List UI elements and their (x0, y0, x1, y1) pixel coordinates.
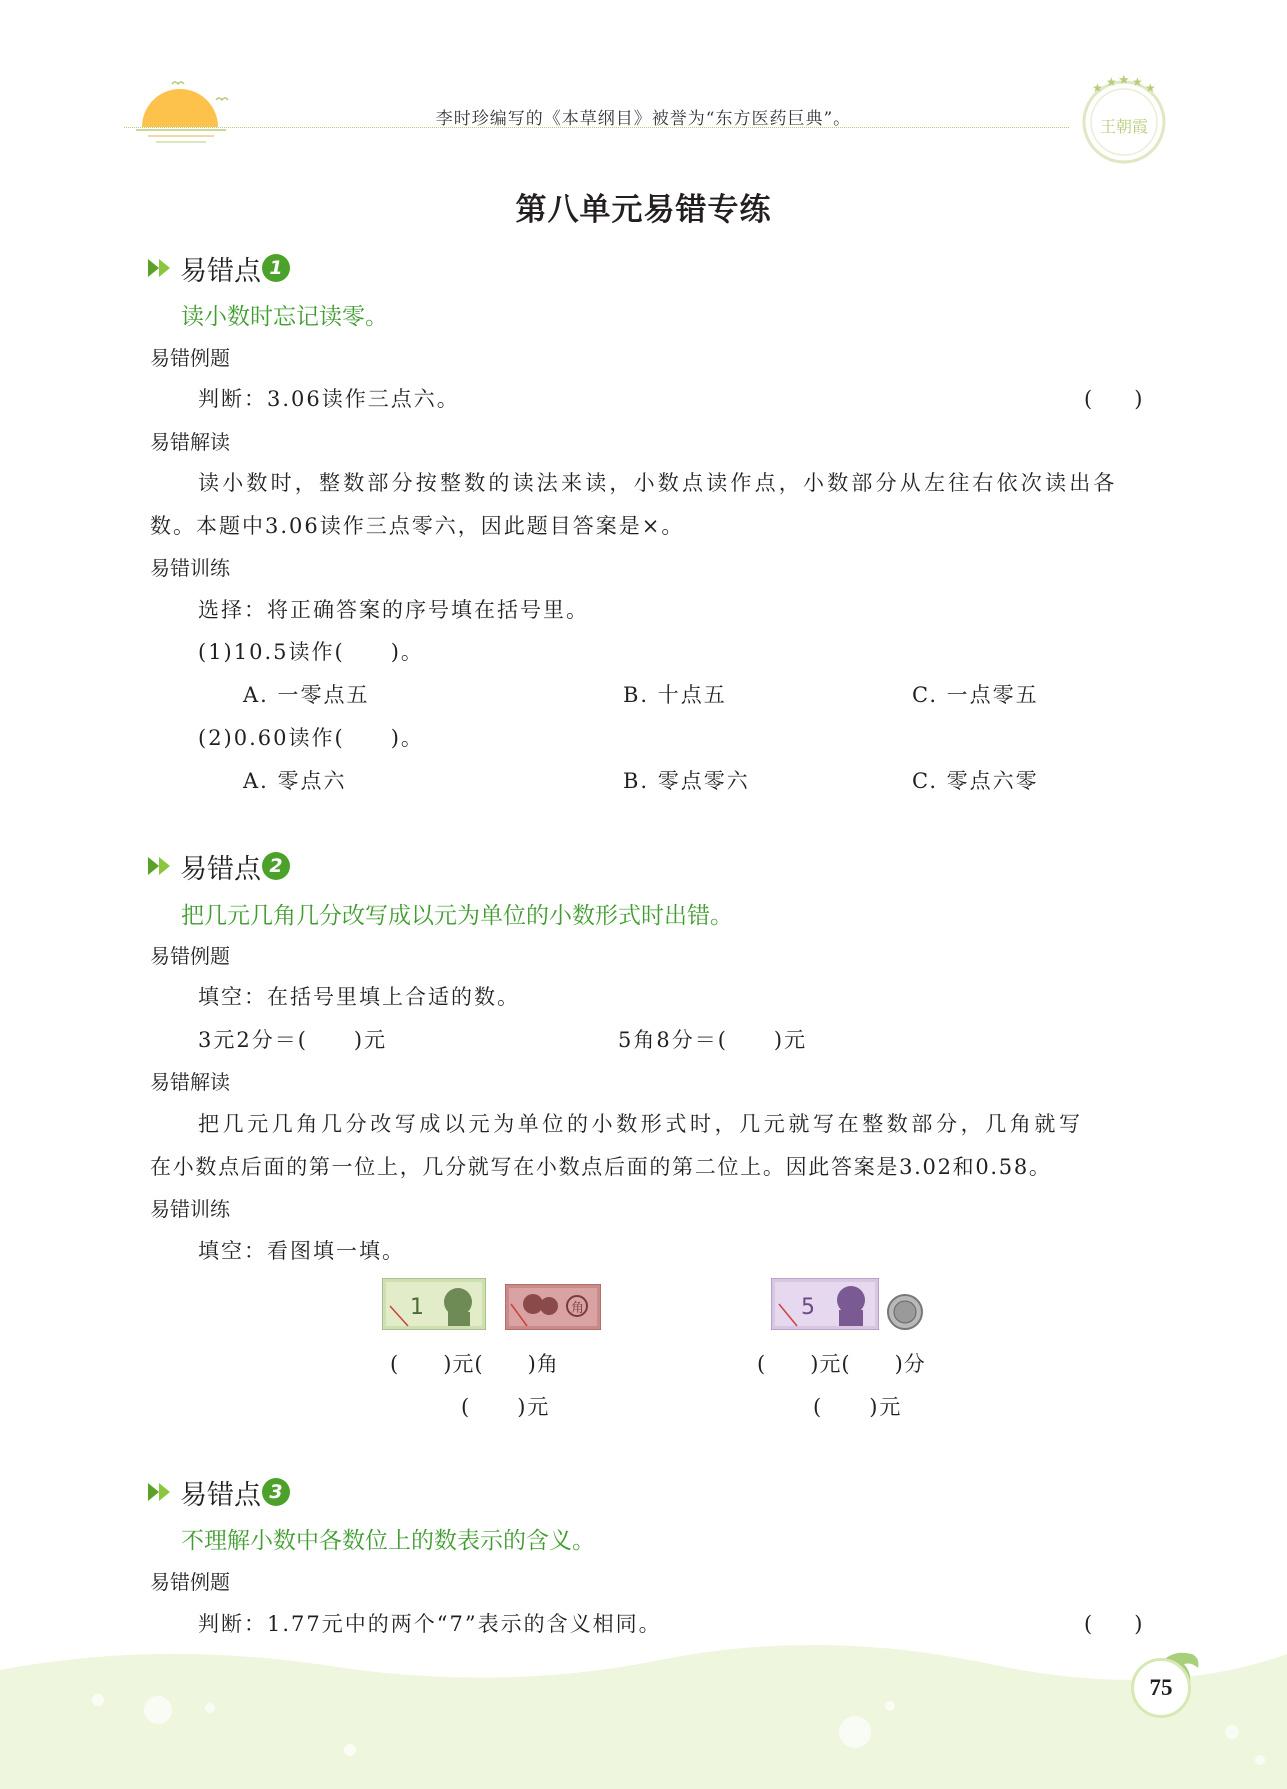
answer-paren: ( ) (1084, 387, 1143, 411)
one-yuan-note-image (382, 1278, 486, 1330)
example-question: 判断：1.77元中的两个“7”表示的含义相同。 (198, 1612, 662, 1636)
label-practice: 易错训练 (150, 1197, 230, 1221)
header-quote: 李时珍编写的《本草纲目》被誉为“东方医药巨典”。 (435, 109, 852, 129)
explain-line-2: 在小数点后面的第一位上，几分就写在小数点后面的第二位上。因此答案是3.02和0.58。 (150, 1155, 1052, 1179)
section-number-badge: 2 (262, 852, 290, 880)
page-number: 75 (1131, 1658, 1191, 1718)
section-number-badge: 3 (262, 1478, 290, 1506)
arrow-icon (148, 1480, 174, 1504)
five-yuan-note-image (771, 1278, 879, 1330)
label-example: 易错例题 (150, 944, 230, 968)
section-1-header (148, 250, 290, 286)
svg-text:★: ★ (1106, 75, 1117, 89)
section-2-header (148, 848, 290, 884)
label-example: 易错例题 (150, 346, 230, 370)
question-1: (1)10.5读作( )。 (198, 640, 424, 664)
example-blank-1: 3元2分＝( )元 (198, 1028, 388, 1052)
section-subtitle: 读小数时忘记读零。 (181, 304, 388, 330)
label-explain: 易错解读 (150, 1070, 230, 1094)
svg-text:★: ★ (1118, 74, 1130, 88)
svg-text:★: ★ (1132, 75, 1143, 89)
q1-option-c: C. 一点零五 (912, 683, 1039, 707)
example-question: 判断：3.06读作三点六。 (198, 387, 460, 411)
practice-left-blank-2: ( )元 (461, 1395, 551, 1419)
practice-left-blank-1: ( )元( )角 (390, 1352, 559, 1376)
label-explain: 易错解读 (150, 430, 230, 454)
svg-text:★: ★ (1092, 81, 1103, 95)
practice-intro: 填空：看图填一填。 (198, 1239, 405, 1263)
q2-option-a: A. 零点六 (243, 769, 347, 793)
section-heading: 易错点 (180, 853, 261, 885)
svg-text:王朝霞: 王朝霞 (1099, 117, 1149, 136)
footer-wave (0, 1640, 1287, 1789)
arrow-icon (148, 256, 174, 280)
page-title: 第八单元易错专练 (515, 192, 772, 228)
svg-text:角: 角 (571, 1301, 585, 1316)
q2-option-c: C. 零点六零 (912, 769, 1039, 793)
coin-image (886, 1293, 924, 1331)
svg-text:5: 5 (801, 1295, 815, 1320)
practice-right-blank-2: ( )元 (813, 1395, 903, 1419)
section-3-header (148, 1474, 290, 1510)
label-example: 易错例题 (150, 1570, 230, 1594)
practice-right-blank-1: ( )元( )分 (757, 1352, 926, 1376)
example-question: 填空：在括号里填上合适的数。 (198, 985, 520, 1009)
practice-intro: 选择：将正确答案的序号填在括号里。 (198, 598, 589, 622)
q1-option-b: B. 十点五 (623, 683, 727, 707)
example-blank-2: 5角8分＝( )元 (618, 1028, 808, 1052)
answer-paren: ( ) (1084, 1612, 1143, 1636)
section-subtitle: 不理解小数中各数位上的数表示的含义。 (181, 1528, 595, 1554)
label-practice: 易错训练 (150, 556, 230, 580)
question-2: (2)0.60读作( )。 (198, 726, 424, 750)
explain-line-2: 数。本题中3.06读作三点零六，因此题目答案是×。 (150, 514, 685, 538)
section-heading: 易错点 (180, 1479, 261, 1511)
section-number-badge: 1 (262, 254, 290, 282)
arrow-icon (148, 854, 174, 878)
logo-seal (1078, 74, 1170, 166)
explain-line-1: 读小数时，整数部分按整数的读法来读，小数点读作点，小数部分从左往右依次读出各 (198, 471, 1118, 495)
q2-option-b: B. 零点零六 (623, 769, 750, 793)
svg-text:1: 1 (410, 1295, 424, 1320)
section-subtitle: 把几元几角几分改写成以元为单位的小数形式时出错。 (181, 903, 733, 929)
svg-text:★: ★ (1145, 81, 1156, 95)
q1-option-a: A. 一零点五 (243, 683, 370, 707)
explain-line-1: 把几元几角几分改写成以元为单位的小数形式时，几元就写在整数部分，几角就写 (198, 1112, 1084, 1136)
section-heading: 易错点 (180, 255, 261, 287)
one-jiao-note-image (505, 1284, 601, 1330)
